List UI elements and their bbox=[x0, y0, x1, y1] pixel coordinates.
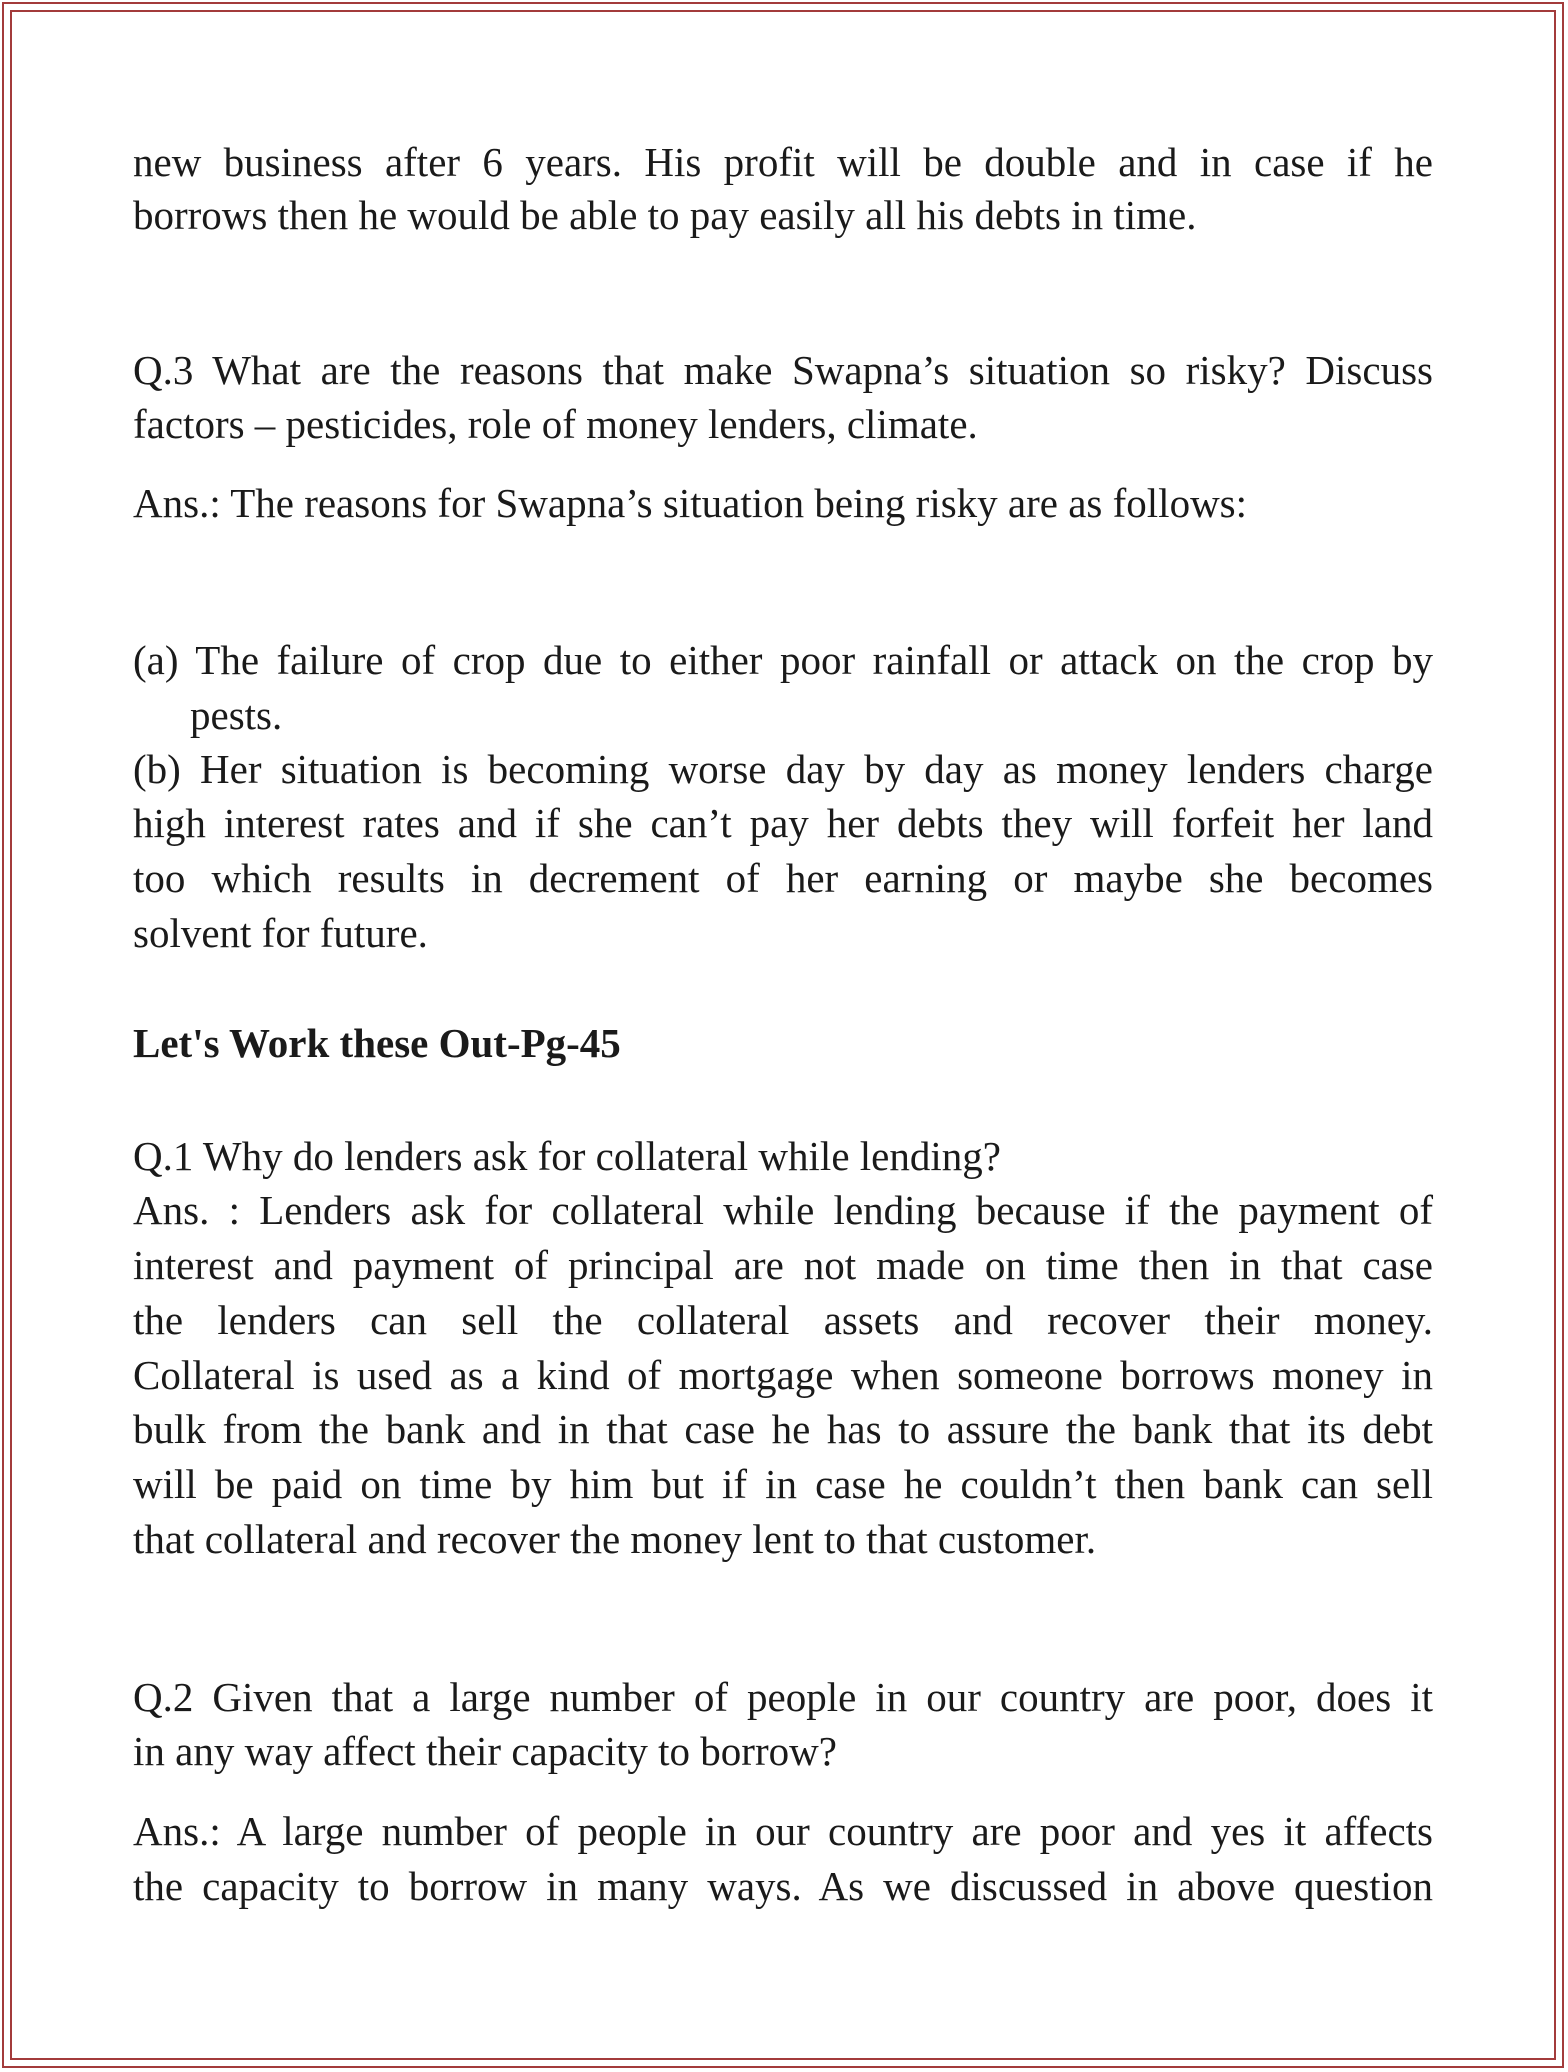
q3-point-b-line-4: solvent for future. bbox=[133, 910, 428, 956]
q1-answer-line-6: will be paid on time by him but if in case he couldn’t then bank can sell bbox=[133, 1461, 1433, 1507]
q1-answer-line-5: bulk from the bank and in that case he has to assure the bank that its debt bbox=[133, 1406, 1433, 1452]
q1-answer-line-4: Collateral is used as a kind of mortgage when someone borrows money in bbox=[133, 1352, 1433, 1398]
q3-point-b-line-1: (b) Her situation is becoming worse day by day as money lenders charge bbox=[133, 746, 1433, 792]
q3-point-b-line-3: too which results in decrement of her earning or maybe she becomes bbox=[133, 855, 1433, 901]
q1-answer-line-7: that collateral and recover the money lent to that customer. bbox=[133, 1516, 1097, 1562]
q3-question-line-1: Q.3 What are the reasons that make Swapna’s situation so risky? Discuss bbox=[133, 347, 1433, 393]
section-heading: Let's Work these Out-Pg-45 bbox=[133, 1020, 621, 1066]
q2-question-line-2: in any way affect their capacity to borrow? bbox=[133, 1728, 837, 1774]
q1-answer-line-1: Ans. : Lenders ask for collateral while lending because if the payment of bbox=[133, 1187, 1433, 1233]
q3-point-a-line-1: (a) The failure of crop due to either poor rainfall or attack on the crop by bbox=[133, 637, 1433, 683]
q1-answer-line-3: the lenders can sell the collateral assets and recover their money. bbox=[133, 1297, 1433, 1343]
q3-point-a-line-2: pests. bbox=[190, 692, 283, 738]
intro-line-1: new business after 6 years. His profit will be double and in case if he bbox=[133, 139, 1433, 185]
q2-question-line-1: Q.2 Given that a large number of people in our country are poor, does it bbox=[133, 1674, 1433, 1720]
q2-answer-line-1: Ans.: A large number of people in our country are poor and yes it affects bbox=[133, 1808, 1433, 1854]
q3-point-b-line-2: high interest rates and if she can’t pay her debts they will forfeit her land bbox=[133, 800, 1433, 846]
q3-answer-intro: Ans.: The reasons for Swapna’s situation being risky are as follows: bbox=[133, 480, 1248, 526]
q1-answer-line-2: interest and payment of principal are not made on time then in that case bbox=[133, 1242, 1433, 1288]
q3-question-line-2: factors – pesticides, role of money lenders, climate. bbox=[133, 401, 978, 447]
intro-line-2: borrows then he would be able to pay easily all his debts in time. bbox=[133, 192, 1197, 238]
q1-question: Q.1 Why do lenders ask for collateral while lending? bbox=[133, 1133, 1001, 1179]
q2-answer-line-2: the capacity to borrow in many ways. As we discussed in above question bbox=[133, 1863, 1433, 1909]
